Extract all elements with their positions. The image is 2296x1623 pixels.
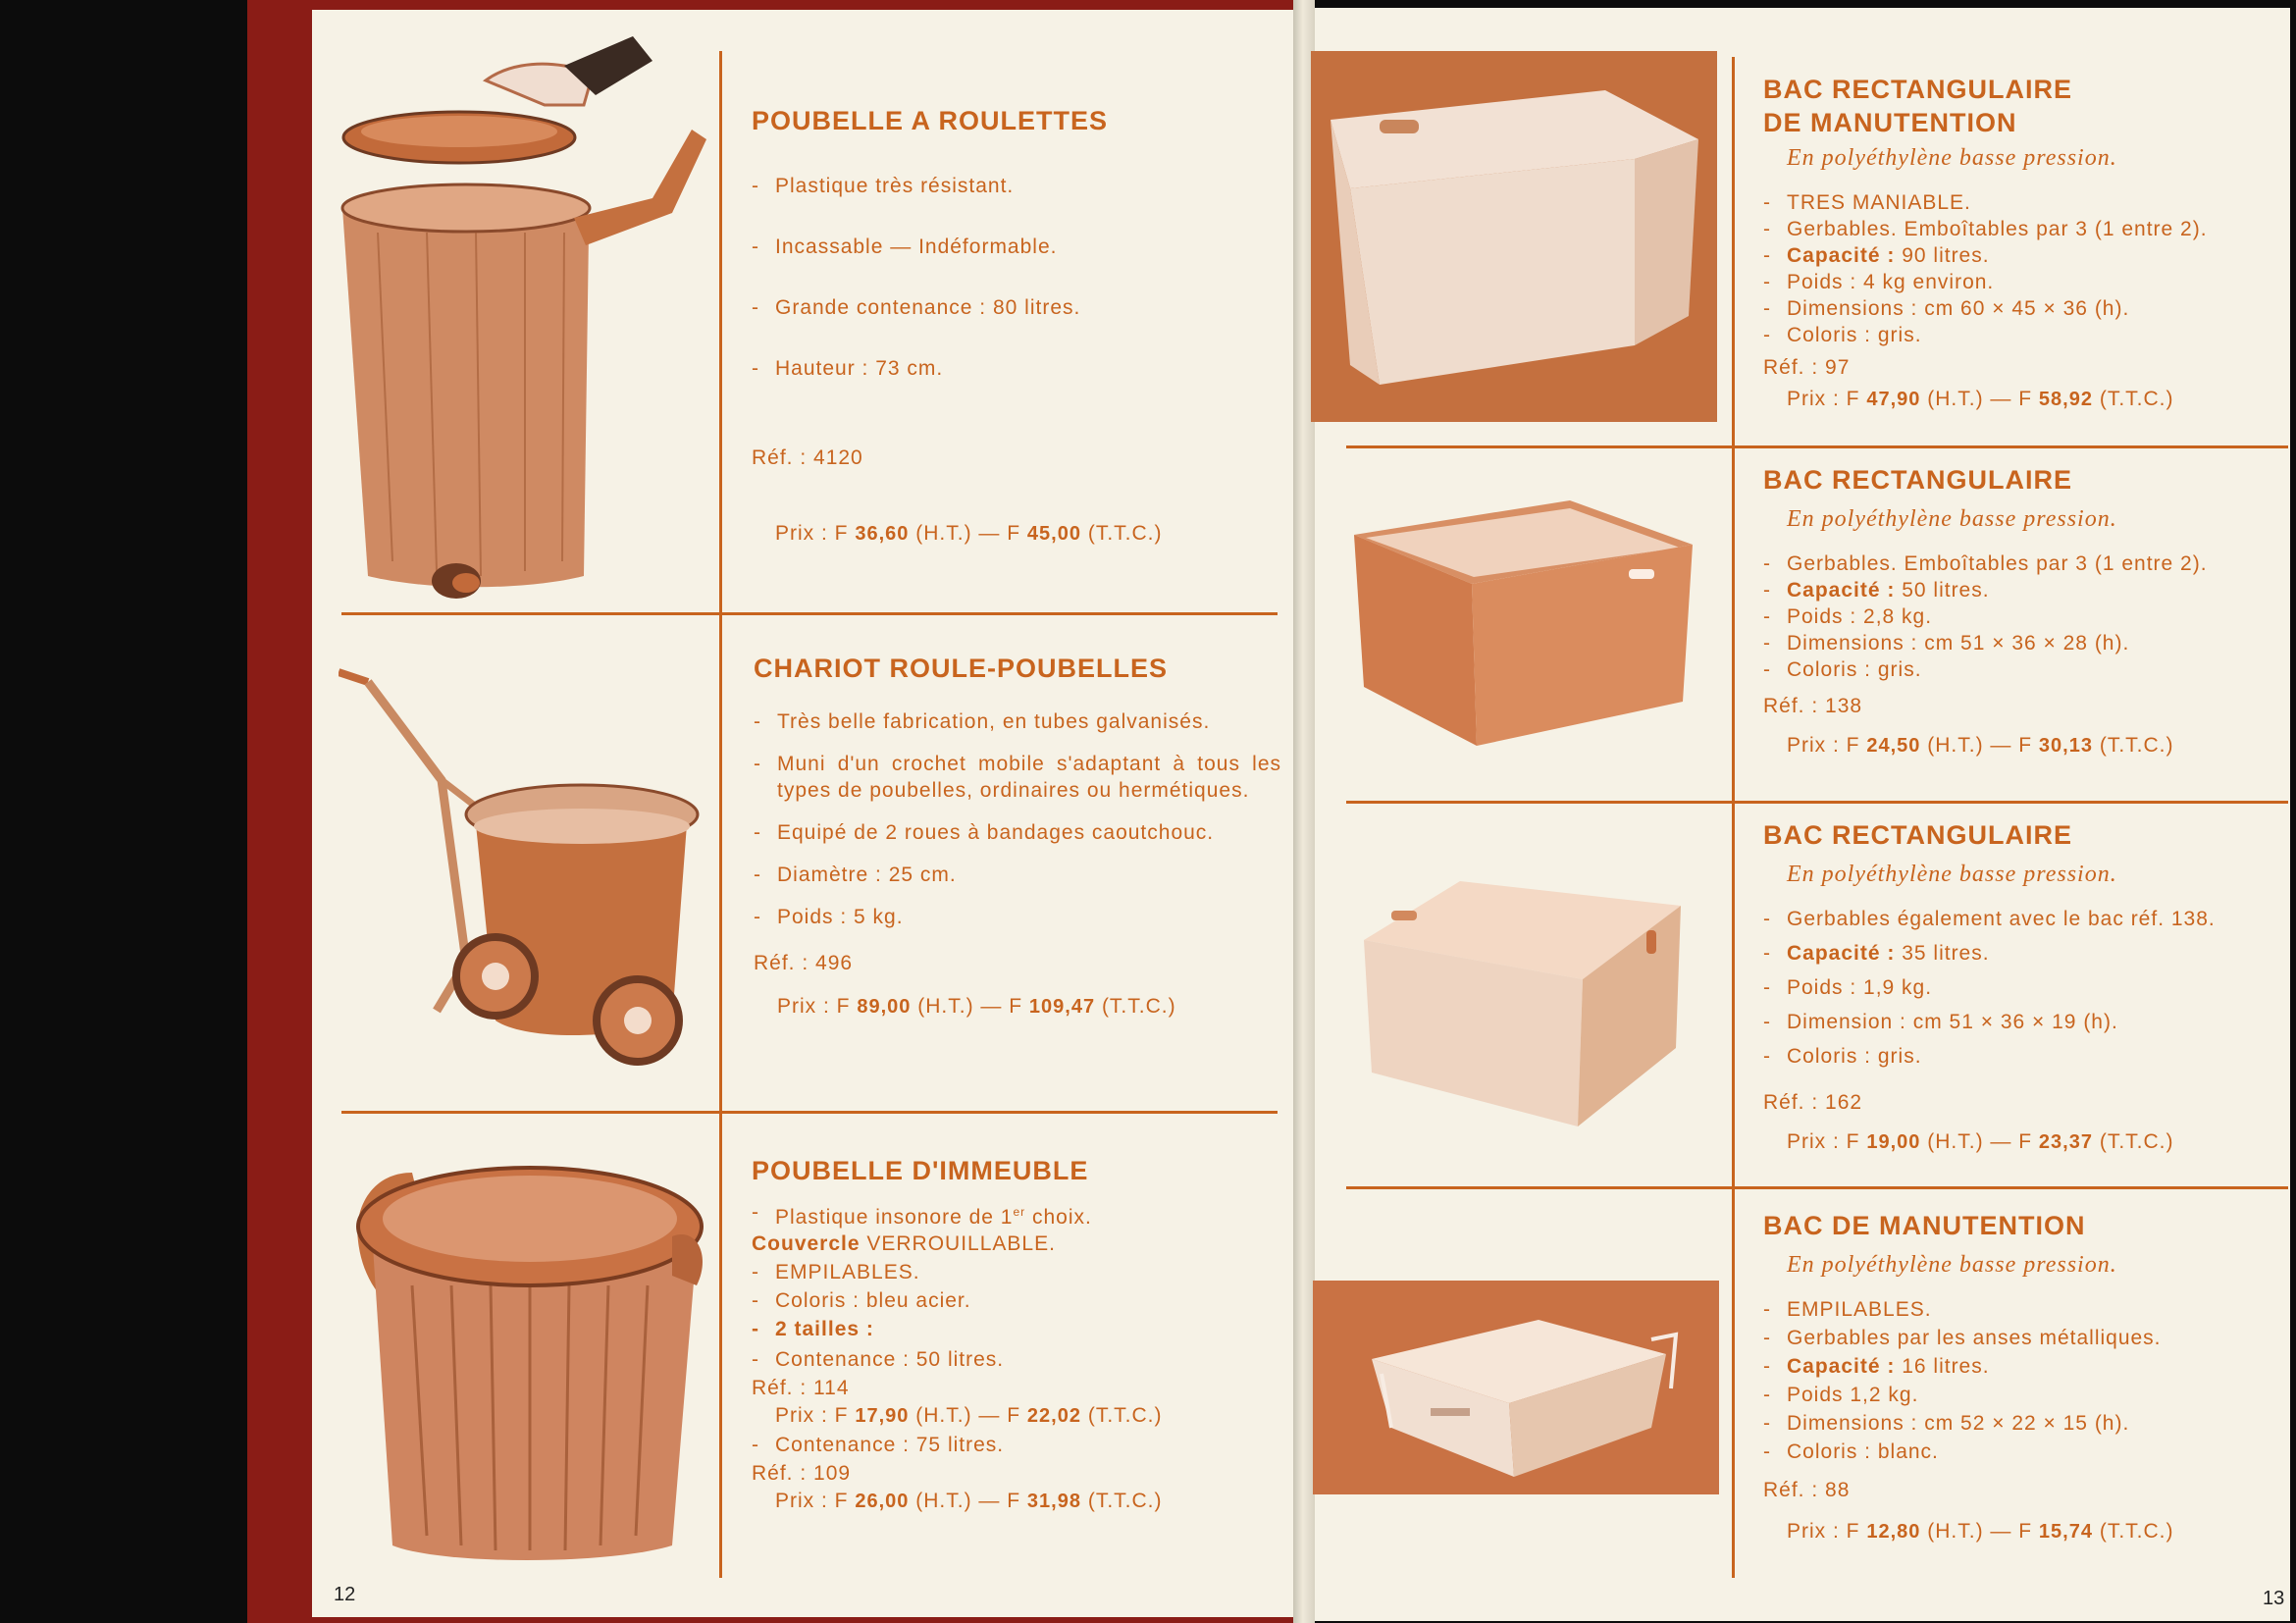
feature: - Poids : 1,9 kg.: [1763, 974, 2283, 1001]
capacite-value: 35 litres.: [1895, 942, 1990, 965]
price-ht-tag: (H.T.) — F: [915, 522, 1021, 545]
feature: - Gerbables. Emboîtables par 3 (1 entre 2).: [1763, 550, 2273, 577]
photo-chariot-roule-poubelles: [339, 628, 716, 1099]
feature: - Coloris : gris.: [1763, 1043, 2283, 1070]
price-ht: 47,90: [1866, 389, 1921, 410]
capacite-label: Capacité :: [1787, 244, 1896, 267]
photo-bac-manutention: [1313, 1281, 1719, 1494]
feature: - Contenance : 50 litres.: [752, 1346, 1281, 1373]
capacite-value: 90 litres.: [1895, 244, 1990, 267]
product-chariot-roule-poubelles: [754, 652, 1281, 1019]
left-row-divider-2: [341, 1111, 1278, 1114]
price-ttc-tag: (T.T.C.): [1087, 1404, 1163, 1427]
feature-text: choix.: [1025, 1206, 1092, 1229]
feature: [1763, 242, 2273, 269]
product-price: [1763, 1520, 2273, 1544]
feature: - EMPILABLES.: [1763, 1296, 2273, 1323]
price-ht: 26,00: [855, 1491, 910, 1512]
left-column-divider: [719, 51, 722, 1578]
product-price: [752, 1404, 1281, 1428]
feature: - Coloris : gris.: [1763, 322, 2273, 348]
right-row-divider-3: [1346, 1186, 2288, 1189]
feature: - Hauteur : 73 cm.: [752, 355, 1281, 382]
price-ht: 89,00: [857, 996, 912, 1018]
product-title: BAC RECTANGULAIRE DE MANUTENTION: [1763, 75, 2072, 137]
feature-text: Plastique insonore de 1: [775, 1206, 1014, 1229]
price-label: Prix : F: [1787, 1520, 1860, 1543]
price-label: Prix : F: [1787, 1130, 1860, 1153]
price-ht-tag: (H.T.) — F: [1927, 734, 2033, 757]
price-ht: 19,00: [1866, 1131, 1921, 1153]
feature: - Dimensions : cm 51 × 36 × 28 (h).: [1763, 630, 2273, 656]
product-poubelle-immeuble: [752, 1154, 1281, 1513]
feature: - Diamètre : 25 cm.: [754, 862, 1281, 888]
feature: - Dimensions : cm 60 × 45 × 36 (h).: [1763, 295, 2273, 322]
price-ttc-tag: (T.T.C.): [2099, 734, 2174, 757]
page-number-left: 12: [334, 1584, 356, 1605]
product-ref: Réf. : 162: [1763, 1091, 1863, 1114]
feature: [1763, 940, 2283, 967]
feature: - Gerbables également avec le bac réf. 138.: [1763, 906, 2283, 932]
capacite-label: Capacité :: [1787, 942, 1896, 965]
feature: - Poids : 5 kg.: [754, 904, 1281, 930]
price-ht: 36,60: [855, 523, 910, 545]
product-bac-rectangulaire-manutention: [1763, 73, 2273, 411]
left-row-divider-1: [341, 612, 1278, 615]
feature: - Gerbables par les anses métalliques.: [1763, 1325, 2273, 1351]
product-title: CHARIOT ROULE-POUBELLES: [754, 654, 1169, 683]
price-ttc-tag: (T.T.C.): [2099, 1130, 2174, 1153]
feature: - Poids 1,2 kg.: [1763, 1382, 2273, 1408]
feature: - EMPILABLES.: [752, 1259, 1281, 1285]
product-title: BAC RECTANGULAIRE: [1763, 465, 2072, 495]
feature: - 2 tailles :: [752, 1316, 1281, 1342]
feature: - TRES MANIABLE.: [1763, 189, 2273, 216]
photo-poubelle-immeuble: [334, 1128, 716, 1560]
product-ref: Réf. : 4120: [752, 446, 863, 469]
right-row-divider-2: [1346, 801, 2288, 804]
feature: - Equipé de 2 roues à bandages caoutchouc.: [754, 819, 1281, 846]
photo-bac-rectangulaire-manutention: [1311, 51, 1717, 422]
product-title: BAC DE MANUTENTION: [1763, 1211, 2086, 1240]
feature: - Poids : 2,8 kg.: [1763, 603, 2273, 630]
price-label: Prix : F: [775, 1490, 849, 1512]
feature: - Muni d'un crochet mobile s'adaptant à tous les types de poubelles, ordinaires ou hermétiques.: [754, 751, 1281, 804]
price-ttc: 23,37: [2038, 1131, 2093, 1153]
price-ttc: 22,02: [1026, 1405, 1081, 1427]
price-ttc-tag: (T.T.C.): [1101, 995, 1176, 1018]
product-price: [1763, 734, 2273, 758]
product-title: POUBELLE A ROULETTES: [752, 106, 1109, 135]
product-ref: Réf. : 114: [752, 1377, 850, 1399]
price-label: Prix : F: [777, 995, 851, 1018]
product-price: [752, 522, 1281, 546]
capacite-value: 50 litres.: [1895, 579, 1990, 602]
feature: [1763, 1353, 2273, 1380]
price-ttc-tag: (T.T.C.): [1087, 522, 1163, 545]
price-ttc-tag: (T.T.C.): [1087, 1490, 1163, 1512]
price-label: Prix : F: [1787, 734, 1860, 757]
product-bac-rectangulaire-138: [1763, 463, 2273, 758]
price-ht: 17,90: [855, 1405, 910, 1427]
price-ttc-tag: (T.T.C.): [2099, 388, 2174, 410]
product-subtitle: En polyéthylène basse pression.: [1787, 862, 2117, 887]
capacite-label: Capacité :: [1787, 1355, 1896, 1378]
price-ht-tag: (H.T.) — F: [915, 1490, 1021, 1512]
feature: - Incassable — Indéformable.: [752, 234, 1281, 260]
product-ref: Réf. : 496: [754, 952, 854, 974]
price-ttc: 30,13: [2038, 735, 2093, 757]
price-label: Prix : F: [775, 522, 849, 545]
right-row-divider-1: [1346, 445, 2288, 448]
feature-text: VERROUILLABLE.: [860, 1232, 1056, 1255]
feature: - Dimension : cm 51 × 36 × 19 (h).: [1763, 1009, 2283, 1035]
price-ttc: 15,74: [2038, 1521, 2093, 1543]
feature: - Coloris : blanc.: [1763, 1439, 2273, 1465]
capacite-value: 16 litres.: [1895, 1355, 1990, 1378]
product-poubelle-roulettes: [752, 104, 1281, 546]
photo-poubelle-roulettes: [339, 12, 711, 608]
feature: - Gerbables. Emboîtables par 3 (1 entre 2).: [1763, 216, 2273, 242]
price-ttc-tag: (T.T.C.): [2099, 1520, 2174, 1543]
product-ref: Réf. : 138: [1763, 695, 1863, 717]
price-ht: 12,80: [1866, 1521, 1921, 1543]
product-subtitle: En polyéthylène basse pression.: [1787, 1252, 2117, 1278]
feature: - Très belle fabrication, en tubes galvanisés.: [754, 708, 1281, 735]
feature: - Contenance : 75 litres.: [752, 1432, 1281, 1458]
product-bac-manutention: [1763, 1209, 2273, 1544]
feature: [752, 1199, 1281, 1230]
price-ht-tag: (H.T.) — F: [1927, 1520, 2033, 1543]
capacite-label: Capacité :: [1787, 579, 1896, 602]
product-title: BAC RECTANGULAIRE: [1763, 820, 2072, 850]
feature: [1763, 577, 2273, 603]
price-ht-tag: (H.T.) — F: [915, 1404, 1021, 1427]
feature: - Plastique très résistant.: [752, 173, 1281, 199]
feature: - Poids : 4 kg environ.: [1763, 269, 2273, 295]
product-price: [754, 995, 1281, 1019]
product-ref: Réf. : 97: [1763, 356, 1851, 379]
price-label: Prix : F: [775, 1404, 849, 1427]
feature: [752, 1230, 1281, 1257]
product-subtitle: En polyéthylène basse pression.: [1787, 506, 2117, 532]
feature: - Coloris : gris.: [1763, 656, 2273, 683]
photo-bac-rectangulaire-162: [1352, 871, 1691, 1136]
feature-bold: Couvercle: [752, 1232, 861, 1255]
right-column-divider: [1732, 57, 1735, 1578]
price-ttc: 45,00: [1026, 523, 1081, 545]
price-ttc: 58,92: [2038, 389, 2093, 410]
feature: - Grande contenance : 80 litres.: [752, 294, 1281, 321]
product-price: [1763, 388, 2273, 411]
price-label: Prix : F: [1787, 388, 1860, 410]
page-number-right: 13: [2263, 1588, 2285, 1609]
product-title: POUBELLE D'IMMEUBLE: [752, 1156, 1089, 1185]
product-subtitle: En polyéthylène basse pression.: [1787, 145, 2117, 171]
product-ref: Réf. : 88: [1763, 1479, 1851, 1501]
price-ttc: 109,47: [1028, 996, 1096, 1018]
price-ht: 24,50: [1866, 735, 1921, 757]
feature: - Dimensions : cm 52 × 22 × 15 (h).: [1763, 1410, 2273, 1437]
price-ht-tag: (H.T.) — F: [1927, 1130, 2033, 1153]
product-ref: Réf. : 109: [752, 1462, 852, 1485]
price-ht-tag: (H.T.) — F: [917, 995, 1023, 1018]
price-ht-tag: (H.T.) — F: [1927, 388, 2033, 410]
product-price: [752, 1490, 1281, 1513]
product-price: [1763, 1130, 2283, 1154]
product-bac-rectangulaire-162: [1763, 818, 2283, 1154]
price-ttc: 31,98: [1026, 1491, 1081, 1512]
feature-sup: er: [1013, 1205, 1026, 1219]
feature: - Coloris : bleu acier.: [752, 1287, 1281, 1314]
photo-bac-rectangulaire-138: [1344, 491, 1702, 754]
